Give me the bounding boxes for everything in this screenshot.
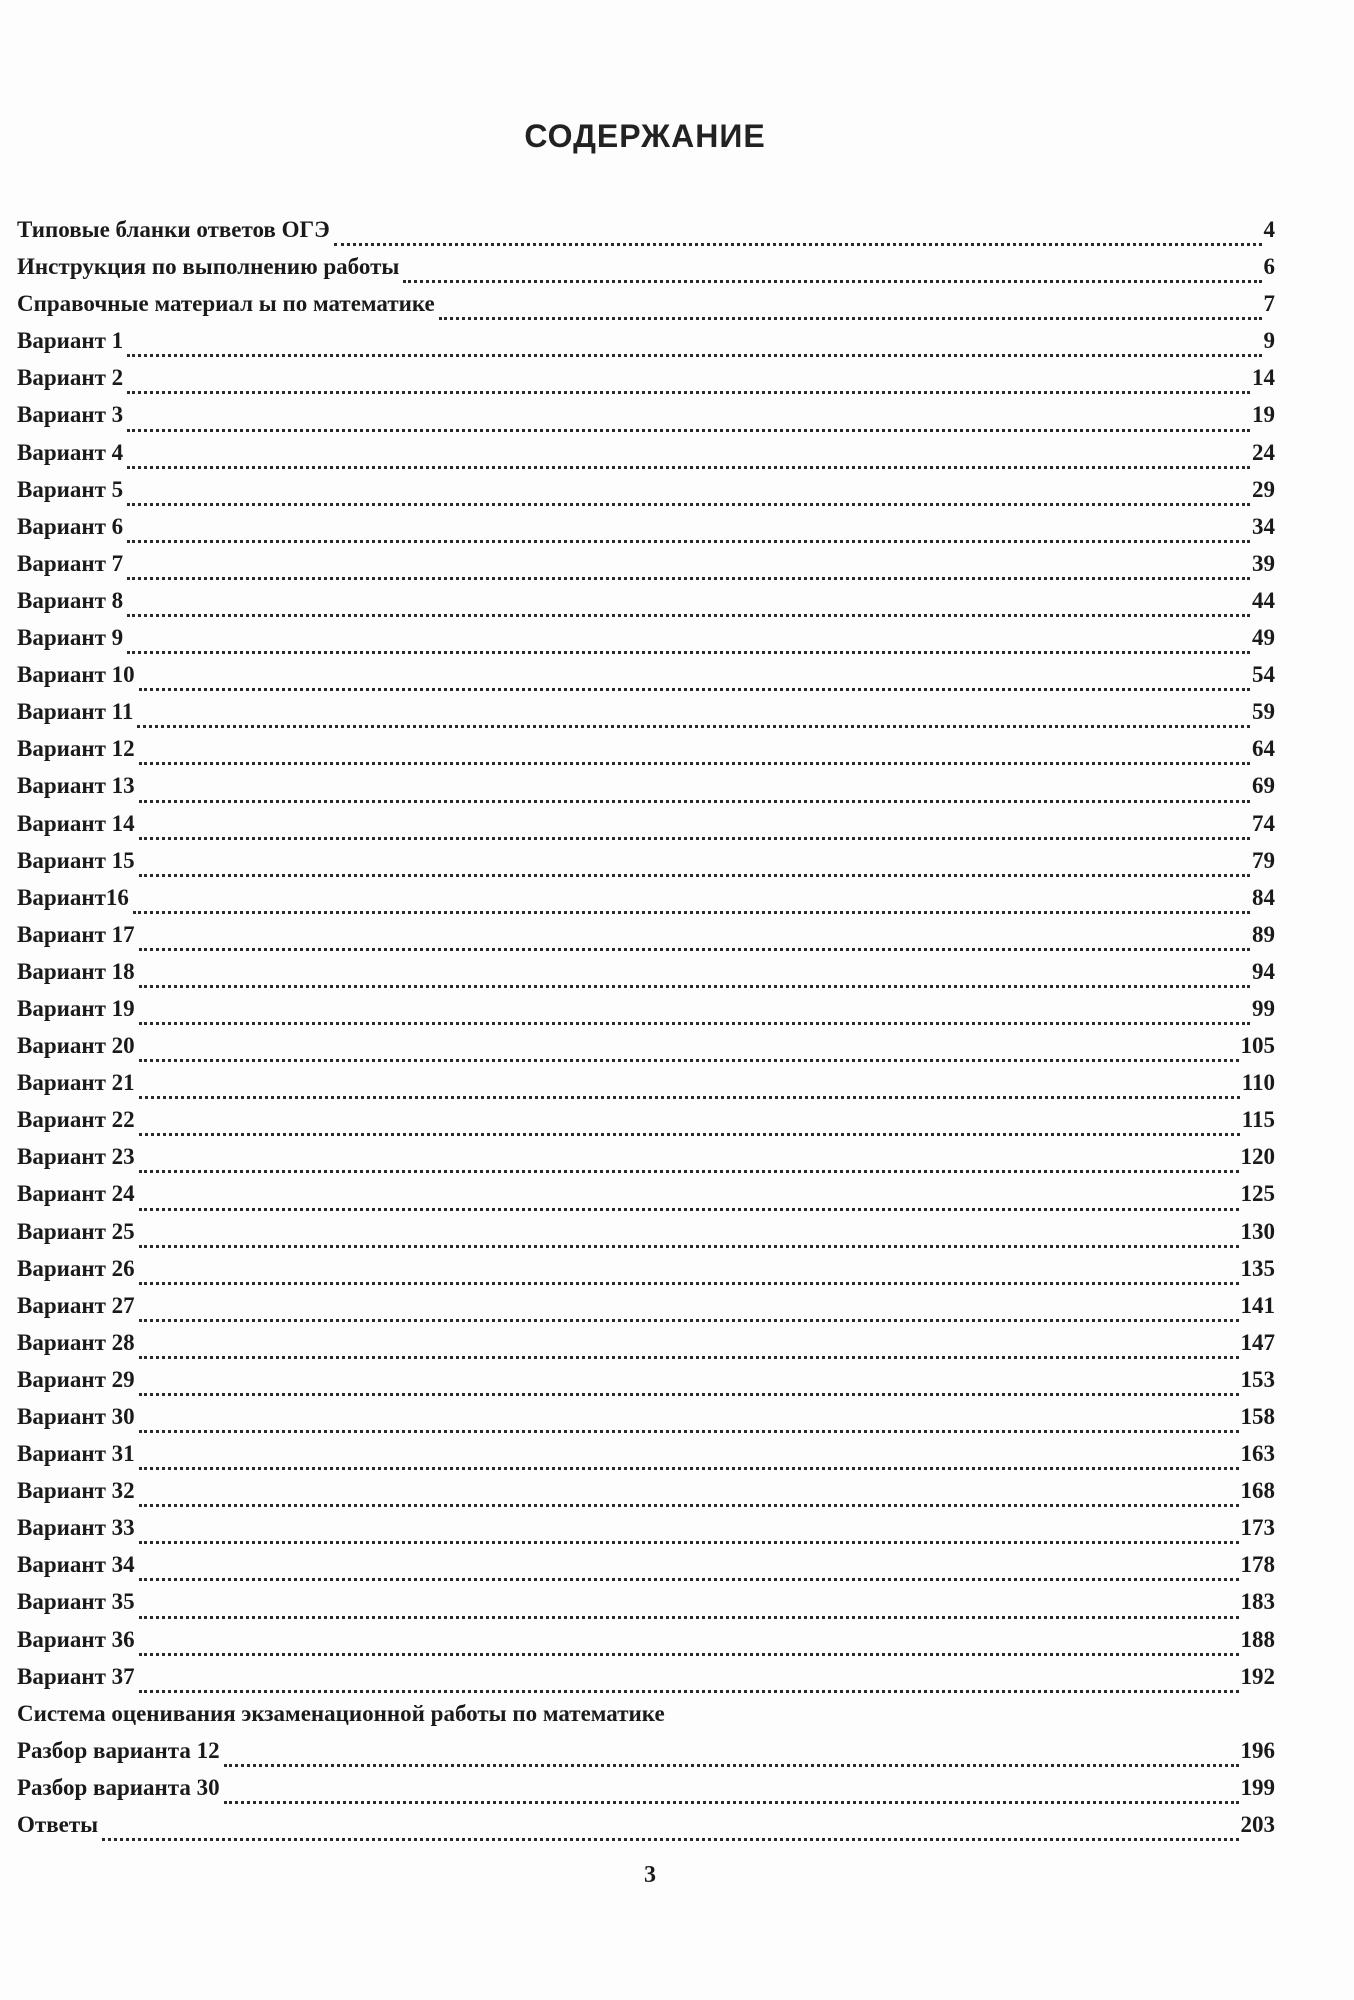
- dot-leader: [127, 354, 1261, 357]
- dot-leader: [139, 1356, 1239, 1359]
- toc-entry: [17, 1107, 1275, 1144]
- dot-leader: [127, 391, 1250, 394]
- toc-entry-label: Вариант 15: [17, 847, 135, 873]
- page-title: СОДЕРЖАНИЕ: [524, 118, 766, 154]
- toc-entry: [17, 736, 1275, 773]
- toc-entry: [17, 1552, 1275, 1589]
- toc-entry-page: 158: [1240, 1404, 1275, 1429]
- dot-leader: [139, 1430, 1239, 1433]
- toc-entry: [17, 1367, 1275, 1404]
- toc-entry: [17, 1738, 1275, 1775]
- toc-entry-page: 130: [1240, 1218, 1275, 1244]
- dot-leader: [139, 985, 1250, 988]
- toc-entry-label: Ответы: [17, 1812, 99, 1838]
- toc-entry: [17, 625, 1275, 662]
- toc-entry-page: 188: [1240, 1626, 1275, 1652]
- toc-entry-page: 125: [1240, 1181, 1275, 1207]
- toc-entry-page: 120: [1240, 1144, 1275, 1170]
- toc-entry-page: 178: [1240, 1552, 1275, 1578]
- toc-entry: [17, 551, 1275, 588]
- toc-entry-label: Вариант 33: [17, 1515, 135, 1541]
- toc-entry: [17, 254, 1275, 291]
- toc-entry-page: 199: [1240, 1774, 1275, 1800]
- toc-entry-page: 79: [1252, 847, 1275, 873]
- dot-leader: [139, 1504, 1239, 1507]
- toc-entry-page: 192: [1240, 1663, 1275, 1689]
- toc-entry-page: 115: [1241, 1107, 1275, 1133]
- toc-entry-label: Вариант 12: [17, 736, 135, 762]
- toc-entry-page: 19: [1252, 402, 1275, 428]
- toc-entry-label: Вариант 32: [17, 1478, 135, 1504]
- toc-entry-label: Вариант 18: [17, 958, 135, 984]
- toc-entry: [17, 773, 1275, 810]
- toc-entry-page: 163: [1240, 1441, 1275, 1467]
- toc-entry: [17, 1701, 1275, 1738]
- toc-entry: [17, 402, 1275, 439]
- toc-entry-label: Вариант 31: [17, 1441, 135, 1467]
- toc-entry: [17, 1330, 1275, 1367]
- page-number: 3: [644, 1862, 656, 1888]
- toc-entry-page: 173: [1240, 1515, 1275, 1541]
- toc-entry-label: Инструкция по выполнению работы: [17, 254, 400, 280]
- toc-entry: [17, 1775, 1275, 1812]
- dot-leader: [139, 1022, 1250, 1025]
- toc-entry: [17, 1812, 1275, 1849]
- toc-entry-label: Система оценивания экзаменационной работы по математике: [17, 1700, 665, 1726]
- dot-leader: [127, 429, 1250, 432]
- toc-entry: [17, 1256, 1275, 1293]
- toc-entry-label: Вариант 9: [17, 625, 124, 651]
- toc-entry-label: Вариант 14: [17, 810, 135, 836]
- toc-entry: [17, 1627, 1275, 1664]
- dot-leader: [403, 280, 1261, 283]
- toc-entry-page: 110: [1241, 1070, 1275, 1096]
- toc-entry: [17, 699, 1275, 736]
- dot-leader: [139, 1653, 1239, 1656]
- toc-entry-page: 135: [1240, 1255, 1275, 1281]
- toc-entry-page: 203: [1240, 1812, 1275, 1838]
- toc-entry-label: Вариант16: [17, 884, 129, 910]
- toc-entry-page: 196: [1240, 1737, 1275, 1763]
- dot-leader: [127, 614, 1250, 617]
- dot-leader: [334, 243, 1262, 246]
- toc-entry-label: Вариант 26: [17, 1255, 135, 1281]
- toc-entry-label: Вариант 35: [17, 1589, 135, 1615]
- toc-entry: [17, 1404, 1275, 1441]
- toc-entry-label: Справочные материал ы по математике: [17, 291, 435, 317]
- dot-leader: [127, 466, 1250, 469]
- toc-entry: [17, 1441, 1275, 1478]
- dot-leader: [139, 800, 1250, 803]
- toc-entry-page: 153: [1240, 1366, 1275, 1392]
- dot-leader: [127, 651, 1250, 654]
- dot-leader: [139, 1059, 1239, 1062]
- toc-entry-label: Вариант 5: [17, 476, 124, 502]
- toc-entry-label: Вариант 4: [17, 439, 124, 465]
- toc-entry-page: 49: [1252, 625, 1275, 651]
- toc-entry: [17, 477, 1275, 514]
- toc-entry-label: Вариант 21: [17, 1070, 135, 1096]
- toc-entry-page: 29: [1252, 476, 1275, 502]
- dot-leader: [139, 1393, 1239, 1396]
- toc-entry-label: Типовые бланки ответов ОГЭ: [17, 217, 330, 242]
- dot-leader: [139, 1541, 1239, 1544]
- toc-entry-label: Вариант 25: [17, 1218, 135, 1244]
- toc-entry-page: 4: [1263, 217, 1275, 242]
- toc-entry: [17, 1219, 1275, 1256]
- toc-entry-page: 39: [1252, 550, 1275, 576]
- toc-entry-label: Вариант 2: [17, 365, 124, 391]
- toc-entry-label: Вариант 6: [17, 513, 124, 539]
- toc-entry-page: 183: [1240, 1589, 1275, 1615]
- dot-leader: [127, 503, 1250, 506]
- toc-entry-page: 94: [1252, 958, 1275, 984]
- toc-entry-page: 105: [1240, 1033, 1275, 1059]
- dot-leader: [127, 540, 1250, 543]
- dot-leader: [139, 1578, 1239, 1581]
- toc-entry-label: Вариант 17: [17, 921, 135, 947]
- toc-entry-page: 9: [1263, 328, 1275, 354]
- toc-entry-label: Вариант 19: [17, 995, 135, 1021]
- toc-entry-page: 24: [1252, 439, 1275, 465]
- toc-entry: [17, 588, 1275, 625]
- toc-entry-label: Вариант 10: [17, 662, 135, 688]
- dot-leader: [139, 1170, 1239, 1173]
- toc-entry-label: Вариант 27: [17, 1292, 135, 1318]
- toc-entry-page: 99: [1252, 995, 1275, 1021]
- toc-entry: [17, 885, 1275, 922]
- toc-entry-page: 69: [1252, 773, 1275, 799]
- dot-leader: [224, 1801, 1239, 1804]
- toc-entry-label: Вариант 1: [17, 328, 124, 354]
- toc-entry-page: 147: [1240, 1329, 1275, 1355]
- dot-leader: [139, 874, 1250, 877]
- dot-leader: [139, 1208, 1239, 1211]
- toc-entry: [17, 1033, 1275, 1070]
- toc-entry-label: Вариант 7: [17, 550, 124, 576]
- toc-entry-page: 44: [1252, 587, 1275, 613]
- dot-leader: [439, 317, 1262, 320]
- dot-leader: [139, 688, 1250, 691]
- toc-entry-page: 14: [1252, 365, 1275, 391]
- toc-entry: [17, 1070, 1275, 1107]
- dot-leader: [127, 577, 1250, 580]
- toc-entry: [17, 1181, 1275, 1218]
- toc-entry-page: 64: [1252, 736, 1275, 762]
- toc-entry-page: 59: [1252, 699, 1275, 725]
- dot-leader: [139, 1282, 1239, 1285]
- toc-entry-label: Вариант 28: [17, 1329, 135, 1355]
- toc-entry-label: Вариант 29: [17, 1366, 135, 1392]
- dot-leader: [139, 1096, 1240, 1099]
- dot-leader: [102, 1838, 1238, 1841]
- toc-entry-label: Вариант 20: [17, 1033, 135, 1059]
- toc-entry-label: Вариант 36: [17, 1626, 135, 1652]
- dot-leader: [139, 1467, 1239, 1470]
- toc-entry: [17, 1589, 1275, 1626]
- toc-entry: [17, 996, 1275, 1033]
- toc-entry-page: 6: [1263, 254, 1275, 280]
- toc-entry: [17, 217, 1275, 254]
- toc-entry-label: Разбор варианта 12: [17, 1737, 220, 1763]
- toc-entry-page: 54: [1252, 662, 1275, 688]
- toc-entry-page: 168: [1240, 1478, 1275, 1504]
- toc-entry: [17, 514, 1275, 551]
- toc-entry: [17, 1478, 1275, 1515]
- toc-entry-page: 89: [1252, 921, 1275, 947]
- toc-entry-label: Вариант 3: [17, 402, 124, 428]
- toc-entry: [17, 1664, 1275, 1701]
- dot-leader: [139, 1319, 1239, 1322]
- toc-entry-label: Вариант 11: [17, 699, 134, 725]
- toc-entry-label: Вариант 22: [17, 1107, 135, 1133]
- dot-leader: [133, 911, 1250, 914]
- toc-entry-label: Разбор варианта 30: [17, 1774, 220, 1800]
- toc-entry-page: 34: [1252, 513, 1275, 539]
- toc-entry-label: Вариант 23: [17, 1144, 135, 1170]
- toc-entry: [17, 811, 1275, 848]
- toc-entry-label: Вариант 8: [17, 587, 124, 613]
- toc-entry-page: 84: [1252, 884, 1275, 910]
- dot-leader: [139, 1616, 1239, 1619]
- toc-entry: [17, 1293, 1275, 1330]
- dot-leader: [224, 1764, 1239, 1767]
- dot-leader: [137, 725, 1250, 728]
- toc-entry: [17, 662, 1275, 699]
- toc-entry-label: Вариант 24: [17, 1181, 135, 1207]
- toc-entry-page: 141: [1240, 1292, 1275, 1318]
- dot-leader: [139, 1245, 1239, 1248]
- toc-entry: [17, 365, 1275, 402]
- toc-entry: [17, 1515, 1275, 1552]
- dot-leader: [139, 1690, 1239, 1693]
- toc-entry: [17, 922, 1275, 959]
- toc-entry-label: Вариант 30: [17, 1404, 135, 1429]
- toc-entry: [17, 848, 1275, 885]
- dot-leader: [139, 837, 1250, 840]
- dot-leader: [139, 762, 1250, 765]
- toc-entry: [17, 959, 1275, 996]
- dot-leader: [139, 948, 1250, 951]
- toc-entry-page: 7: [1263, 291, 1275, 317]
- dot-leader: [139, 1133, 1240, 1136]
- toc-entry: [17, 1144, 1275, 1181]
- toc-entry: [17, 328, 1275, 365]
- table-of-contents: [17, 217, 1275, 1849]
- toc-entry-page: 74: [1252, 810, 1275, 836]
- toc-entry-label: Вариант 13: [17, 773, 135, 799]
- toc-entry: [17, 291, 1275, 328]
- toc-entry-label: Вариант 34: [17, 1552, 135, 1578]
- toc-entry-label: Вариант 37: [17, 1663, 135, 1689]
- toc-entry: [17, 440, 1275, 477]
